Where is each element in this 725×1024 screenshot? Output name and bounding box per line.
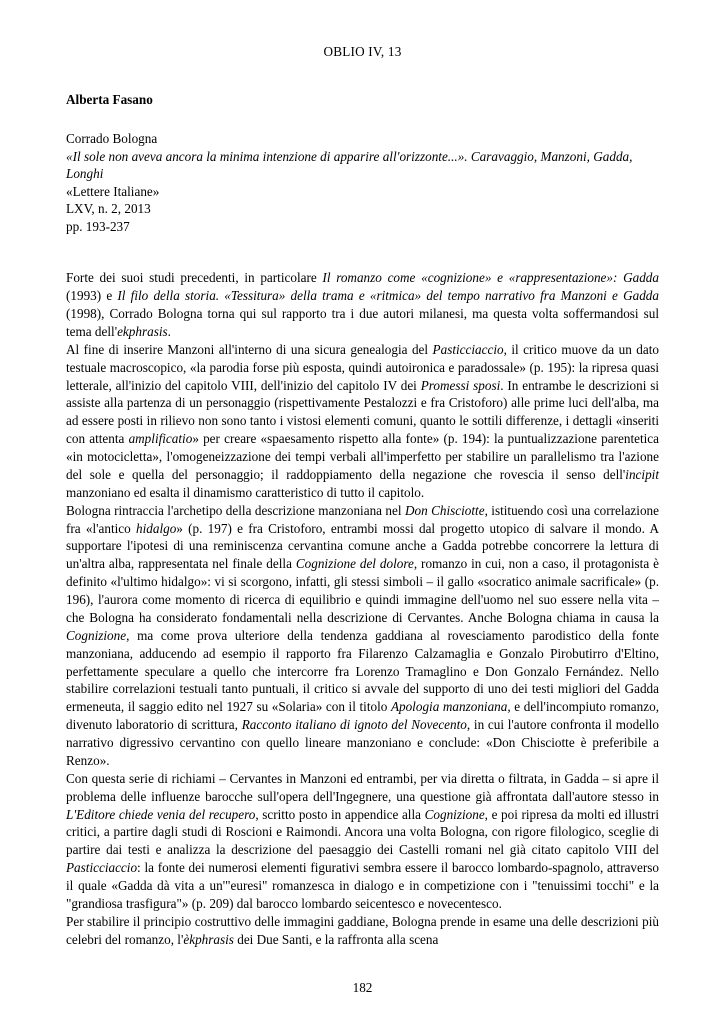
text-run: dei Due Santi, e la raffronta alla scena xyxy=(233,931,439,947)
italic-run: ekphrasis xyxy=(117,323,168,339)
text-run: (1998), Corrado Bologna torna qui sul rapporto tra i due autori milanesi, ma questa volta soffermandosi sul tema dell' xyxy=(66,306,659,339)
body-paragraph xyxy=(66,913,659,949)
text-run: » per creare «spaesamento rispetto alla fonte» (p. 194): la puntualizzazione parentetica «in motocicletta», l'omogeneizzazione dei tempi verbali all'imperfetto per stabilire un parallelismo tra l'azione del sole e quella del personaggio; il raddoppiamento della negazione che rovescia il senso dell' xyxy=(66,431,660,482)
italic-run: èkphrasis xyxy=(183,931,234,947)
italic-run: hidalgo xyxy=(136,520,177,536)
text-run: , il critico muove da un dato testuale macroscopico, «la parodia forse più esposta, quindi autoironica e paradossale» (p. 195): la ripresa quasi letterale, all'inizio del capitolo VIII, dell'inizio del capitolo IV dei xyxy=(66,341,659,393)
page-number: 182 xyxy=(352,980,373,995)
italic-run: Promessi sposi xyxy=(420,377,501,393)
running-head: OBLIO IV, 13 xyxy=(323,44,402,59)
italic-run: incipit xyxy=(625,466,659,482)
text-run: , istituendo così una correlazione fra «l'antico xyxy=(66,502,659,536)
text-run: , scritto posto in appendice alla xyxy=(255,806,425,822)
reference-journal: «Lettere Italiane» xyxy=(66,183,160,199)
italic-run: Apologia manzoniana xyxy=(390,699,508,715)
text-run: Forte dei suoi studi precedenti, in particolare xyxy=(66,270,323,286)
text-run: Con questa serie di richiami – Cervantes in Manzoni ed entrambi, per via diretta o filtrata, in Gadda – si apre il problema delle influenze barocche sull'opera dell'Ingegnere, una questione già affrontata dall'autore stesso in xyxy=(66,770,659,804)
italic-run: Racconto italiano di ignoto del Novecento xyxy=(241,717,467,733)
text-run: . xyxy=(167,323,171,339)
text-run: (1993) e xyxy=(66,288,118,304)
body-paragraph xyxy=(66,502,659,770)
text-run: manzoniano ed esalta il dinamismo caratteristico di tutto il capitolo. xyxy=(66,484,425,500)
reference-issue: LXV, n. 2, 2013 xyxy=(66,201,151,217)
body-paragraph xyxy=(66,341,659,502)
reference-pages: pp. 193-237 xyxy=(66,218,130,234)
italic-run: Cognizione xyxy=(66,627,127,643)
text-run: Al fine di inserire Manzoni all'interno di una sicura genealogia del xyxy=(66,341,433,357)
reference-block xyxy=(66,130,659,235)
text-run: , romanzo in cui, non a caso, il protagonista è definito «l'ultimo hidalgo»: vi si scorgono, infatti, gli stessi simboli – il gallo «socratico animale sacrificale» (p. 196), l'aurora come momento di ricerca di equilibrio e quindi immagine dell'uomo nel suo essere nella vita – che Bologna ha considerato fondamentali nella descrizione di Cervantes. Anche Bologna chiama in causa la xyxy=(66,556,659,625)
italic-run: Don Chisciotte xyxy=(404,502,485,518)
text-run: : la fonte dei numerosi elementi figurativi sembra essere il barocco lombardo-spagnolo, attraverso il quale «Gadda dà vita a un'"euresi" romanzesca in dialogo e in competizione con i "tenuissimi tocchi" e la "grandiosa trasfigura"» (p. 209) dal barocco lombardo seicentesco e novecentesco. xyxy=(66,860,659,911)
text-run: , e poi ripresa da molti ed illustri critici, a partire dagli studi di Roscioni e Raimondi. Ancora una volta Bologna, con rigore filologico, sceglie di partire dai testi e analizza la descrizione del paesaggio dei Castelli romani nel già citato capitolo VIII del xyxy=(66,806,659,858)
body-paragraph xyxy=(66,770,659,913)
italic-run: Cognizione xyxy=(424,806,485,822)
text-run: Per stabilire il principio costruttivo delle immagini gaddiane, Bologna prende in esame una delle descrizioni più celebri del romanzo, l' xyxy=(66,913,659,947)
review-author: Alberta Fasano xyxy=(66,92,153,107)
text-run: , ma come prova ulteriore della tendenza gaddiana al rovesciamento parodistico della fonte manzoniana, adducendo ad esempio il rapporto fra Filarenzo Calzamaglia e Gonzalo Pirobutirro d'Eltino, perfettamente speculare a quello che intercorre fra Lorenzo Tramaglino e Don Gonzalo Fernández. Nello stabilire correlazioni testuali tanto puntuali, il critico si avvale del supporto di uno dei testi migliori del Gadda ermeneuta, il saggio edito nel 1927 su «Solaria» con il titolo xyxy=(66,627,659,715)
text-run: , e dell'incompiuto romanzo, divenuto laboratorio di scrittura, xyxy=(66,699,659,733)
italic-run: Il filo della storia. «Tessitura» della trama e «ritmica» del tempo narrativo fra Manzoni e Gadda xyxy=(117,288,659,304)
italic-run: Pasticciaccio xyxy=(432,341,504,357)
italic-run: Pasticciaccio xyxy=(66,860,138,876)
italic-run: Il romanzo come «cognizione» e «rappresentazione»: Gadda xyxy=(322,270,659,286)
italic-run: L'Editore chiede venia del recupero xyxy=(66,806,256,822)
text-run: » (p. 197) e fra Cristoforo, entrambi mossi dal progetto utopico di salvare il mondo. A supportare l'ipotesi di una reminiscenza cervantina comune anche a Gadda potrebbe concorrere la lettura di un'altra alba, rappresentata nel finale della xyxy=(66,520,659,572)
text-run: , in cui l'autore confronta il modello narrativo digressivo cervantino con quello lineare manzoniano e conclude: «Don Chisciotte è preferibile a Renzo». xyxy=(66,717,659,768)
review-body xyxy=(66,269,659,948)
reference-book-title: «Il sole non aveva ancora la minima intenzione di apparire all'orizzonte...». Caravaggio, Manzoni, Gadda, Longhi xyxy=(66,148,633,182)
text-run: . In entrambe le descrizioni si assiste alla partenza di un personaggio (rispettivamente Pestalozzi e fra Cristoforo) alle prime luci dell'alba, ma ad essere posti in rilievo non sono tanto i vistosi elementi comuni, quanto le sottili differenze, i dettagli «inseriti con attenta xyxy=(66,377,659,447)
text-run: Bologna rintraccia l'archetipo della descrizione manzoniana nel xyxy=(66,502,405,518)
italic-run: amplificatio xyxy=(128,431,193,447)
italic-run: Cognizione del dolore xyxy=(295,556,414,572)
body-paragraph xyxy=(66,269,659,341)
reference-book-author: Corrado Bologna xyxy=(66,131,158,146)
